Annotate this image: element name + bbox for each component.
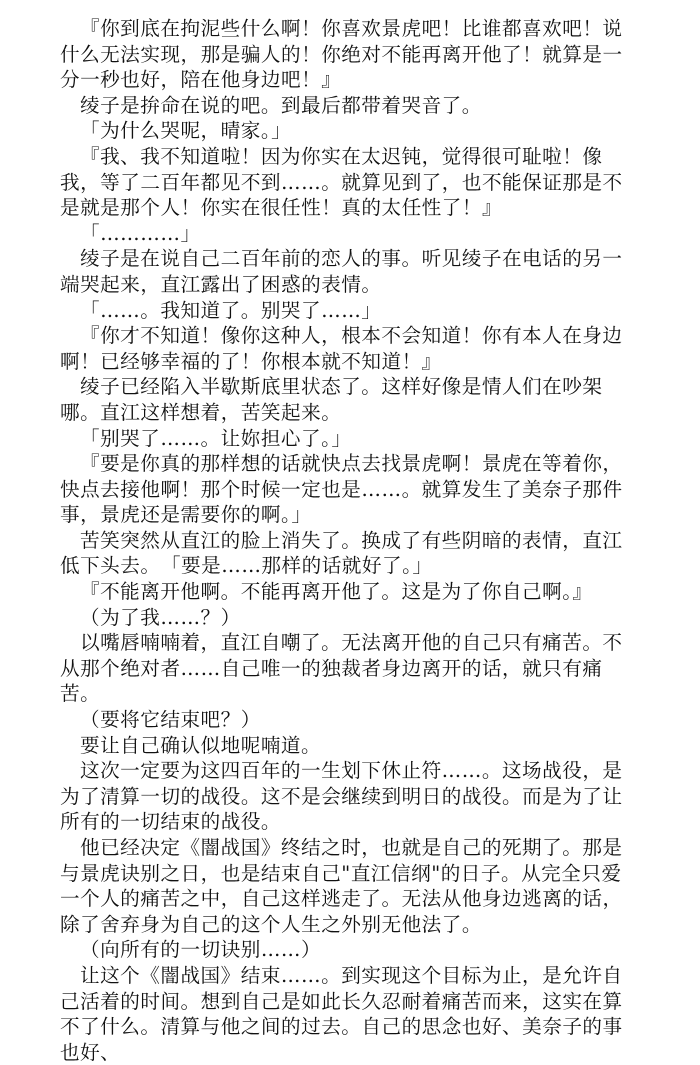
paragraph: 『不能离开他啊。不能再离开他了。这是为了你自己啊。』 [80, 580, 593, 604]
paragraph: 绫子已经陷入半歇斯底里状态了。这样好像是情人们在吵架哪。直江这样想着，苦笑起来。 [60, 375, 603, 424]
paragraph: 「……。我知道了。别哭了……」 [80, 298, 382, 322]
paragraph: 要让自己确认似地呢喃道。 [80, 733, 322, 757]
paragraph: （要将它结束吧？） [80, 708, 261, 732]
paragraph: 苦笑突然从直江的脸上消失了。换成了有些阴暗的表情，直江低下头去。 「要是……那样的话就好了。」 [60, 528, 623, 578]
paragraph: 绫子是在说自己二百年前的恋人的事。听见绫子在电话的另一端哭起来，直江露出了困惑的表情。 [60, 247, 623, 296]
paragraph: 『你才不知道！像你这种人，根本不会知道！你有本人在身边啊！已经够幸福的了！你根本就不知道！』 [60, 324, 623, 373]
paragraph: 他已经决定《闇战国》终结之时，也就是自己的死期了。那是与景虎诀别之日，也是结束自己"直江信纲"的日子。从完全只爱一个人的痛苦之中，自己这样逃走了。无法从他身边逃离的话，除了舍弃身为自己的这个人生之外别无他法了。 [60, 836, 623, 936]
paragraph: 绫子是拚命在说的吧。到最后都带着哭音了。 [80, 93, 482, 117]
body-text [60, 16, 633, 1065]
paragraph: （向所有的一切诀别……） [80, 938, 322, 962]
paragraph: 『要是你真的那样想的话就快点去找景虎啊！景虎在等着你，快点去接他啊！那个时候一定也是……。就算发生了美奈子那件事，景虎还是需要你的啊。」 [60, 452, 623, 527]
paragraph: （为了我……？） [80, 605, 241, 629]
paragraph: 『我、我不知道啦！因为你实在太迟钝，觉得很可耻啦！像我，等了二百年都见不到……。就算见到了，也不能保证那是不是就是那个人！你实在很任性！真的太任性了！』 [60, 144, 623, 220]
paragraph: 「…………」 [80, 221, 201, 245]
paragraph: 「为什么哭呢，晴家。」 [80, 119, 292, 143]
paragraph: 以嘴唇喃喃着，直江自嘲了。无法离开他的自己只有痛苦。不从那个绝对者……自己唯一的独裁者身边离开的话，就只有痛苦。 [60, 631, 623, 706]
paragraph: 让这个《闇战国》结束……。到实现这个目标为止，是允许自己活着的时间。想到自己是如此长久忍耐着痛苦而来，这实在算不了什么。清算与他之间的过去。自己的思念也好、美奈子的事也好、 [60, 963, 623, 1064]
paragraph: 『你到底在拘泥些什么啊！你喜欢景虎吧！比谁都喜欢吧！说什么无法实现，那是骗人的！你绝对不能再离开他了！就算是一分一秒也好，陪在他身边吧！』 [60, 17, 623, 92]
paragraph: 「别哭了……。让妳担心了。」 [80, 426, 352, 450]
paragraph: 这次一定要为这四百年的一生划下休止符……。这场战役，是为了清算一切的战役。这不是会继续到明日的战役。而是为了让所有的一切结束的战役。 [60, 759, 623, 834]
